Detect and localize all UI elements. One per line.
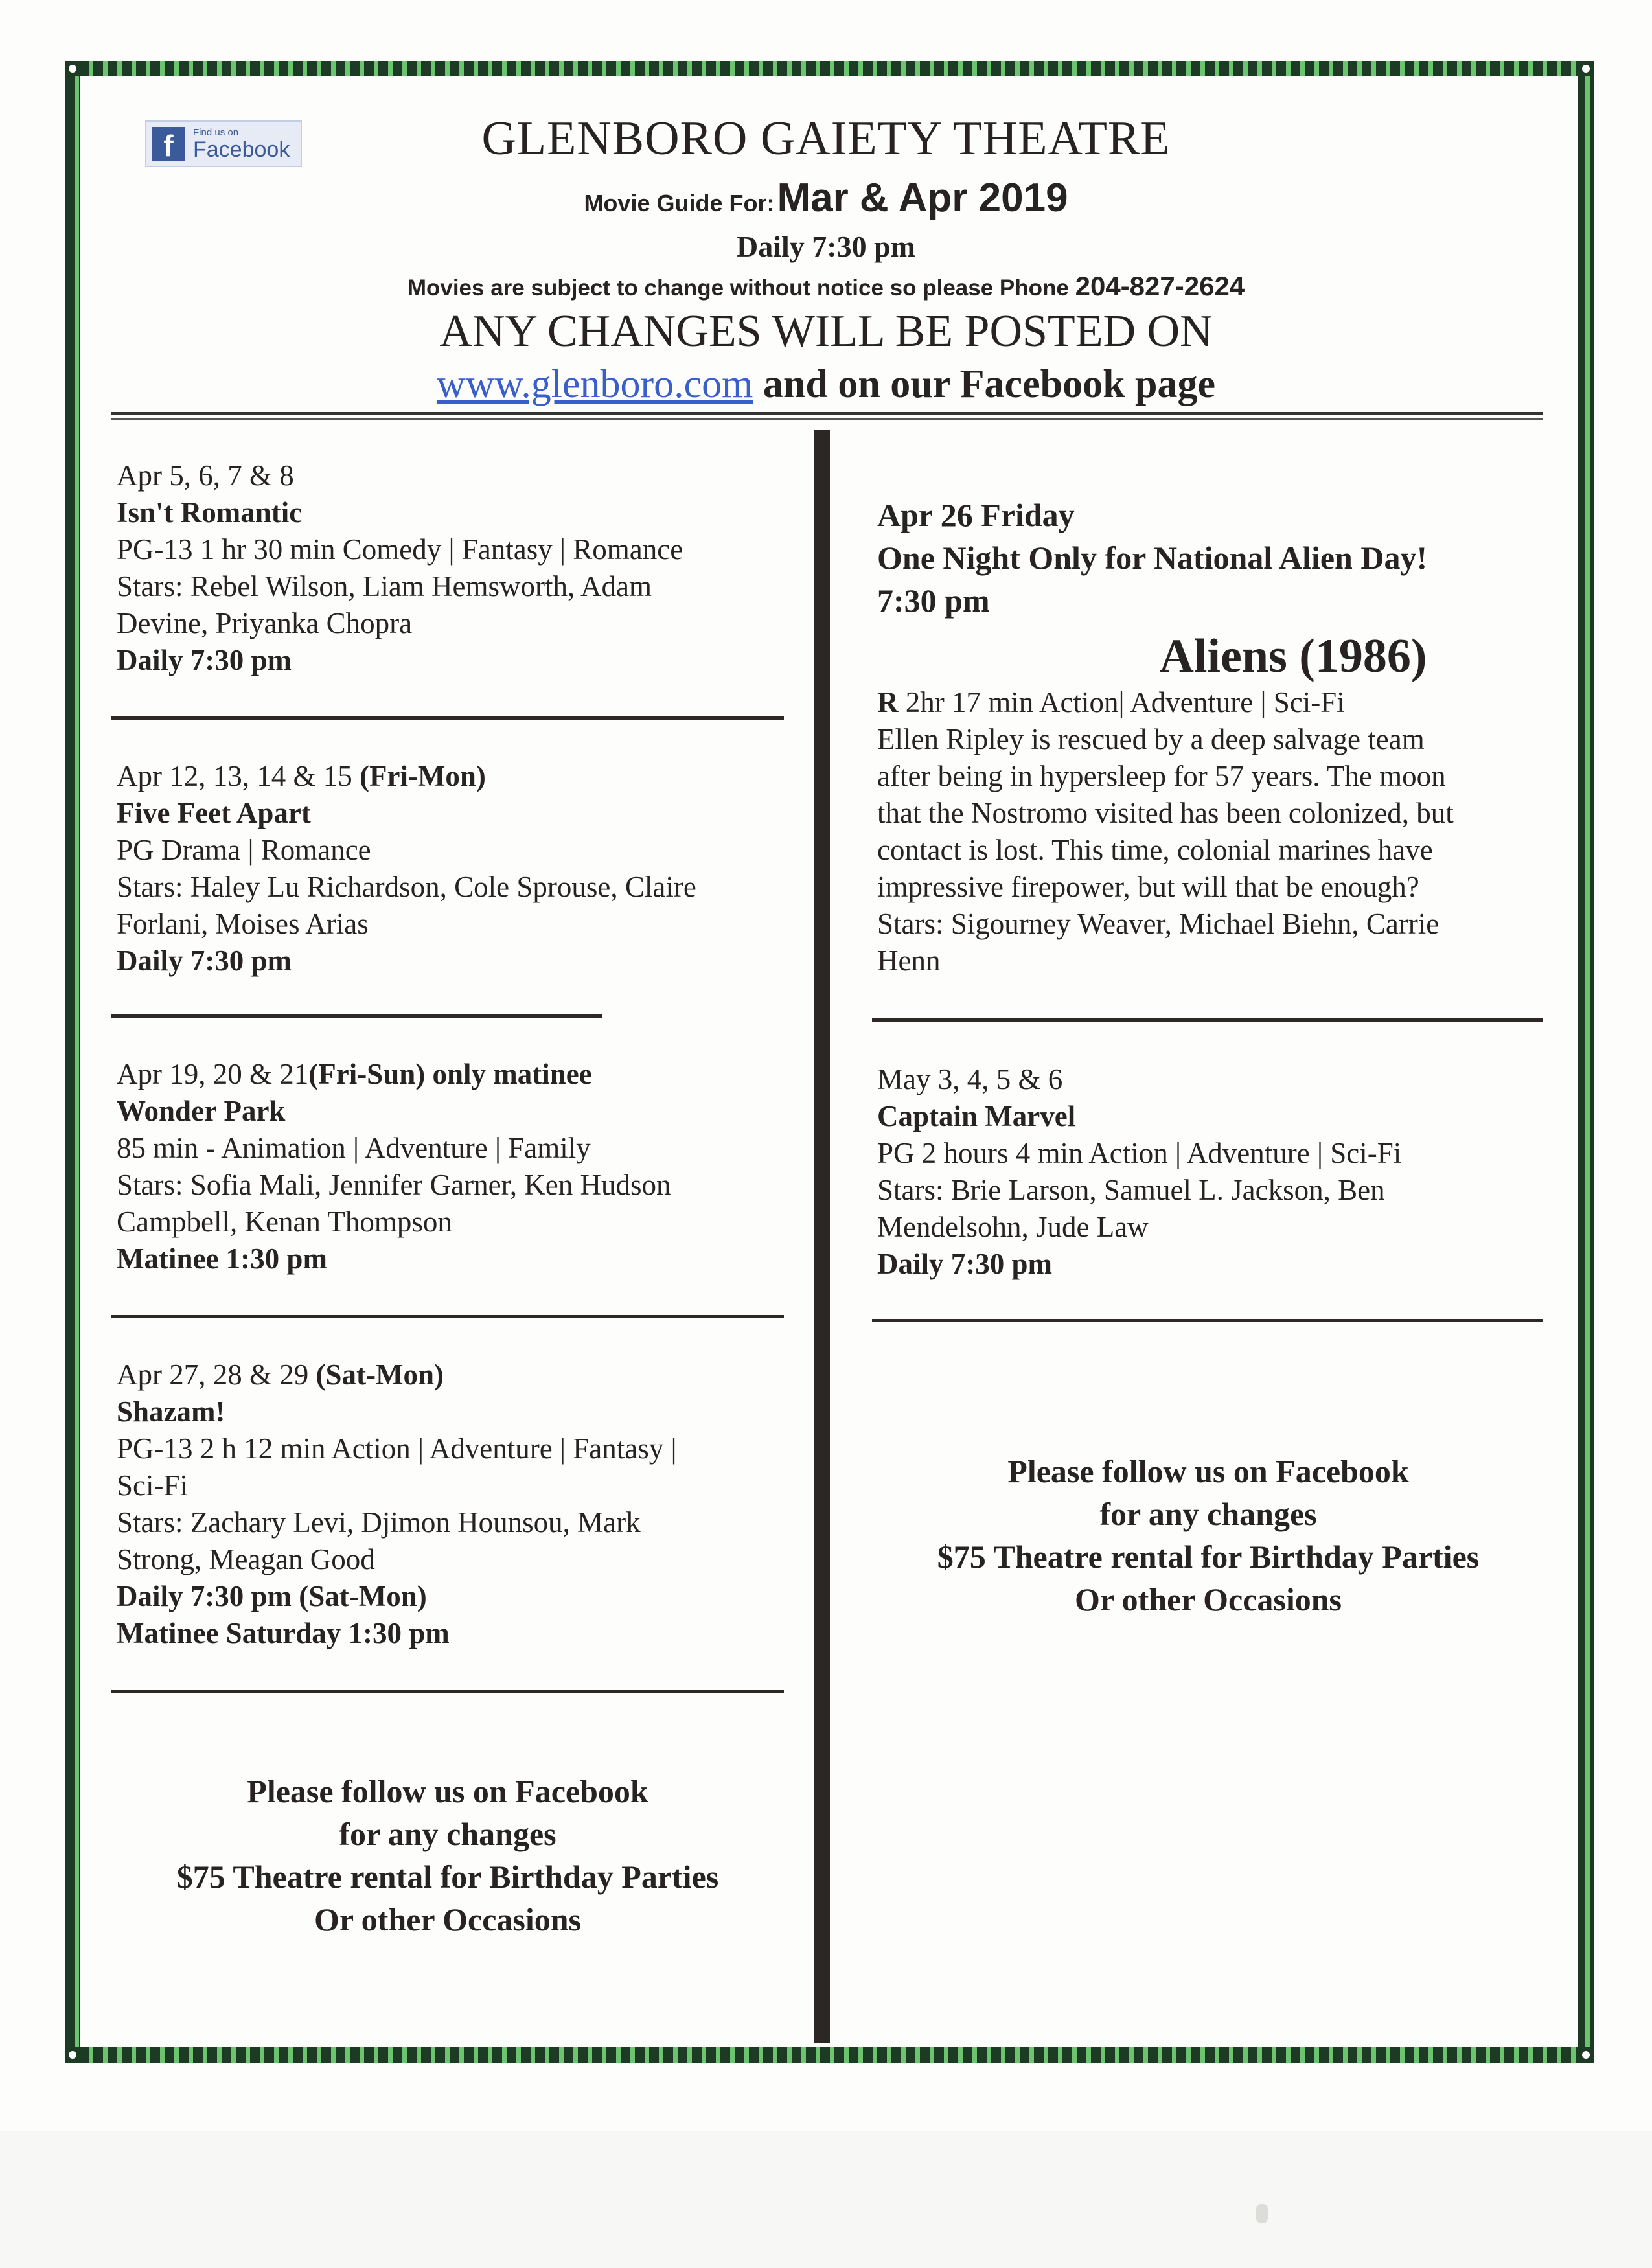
event-date: Apr 26 Friday xyxy=(877,497,1075,533)
movie-dates: Apr 12, 13, 14 & 15 xyxy=(117,760,360,792)
facebook-icon: f xyxy=(152,127,185,161)
movie-guide-line xyxy=(0,175,1652,221)
movie-info: PG-13 2 h 12 min Action | Adventure | Fantasy | xyxy=(117,1432,677,1465)
movie-dates-line xyxy=(117,1056,671,1093)
movie-listing xyxy=(117,758,696,979)
movie-stars: Stars: Sigourney Weaver, Michael Biehn, Carrie xyxy=(877,908,1440,940)
section-divider xyxy=(111,1690,784,1693)
right-footer xyxy=(842,1450,1574,1621)
movie-info: PG Drama | Romance xyxy=(117,834,371,866)
special-event xyxy=(877,494,1427,622)
movie-time: Matinee Saturday 1:30 pm xyxy=(117,1617,450,1649)
movie-stars: Stars: Haley Lu Richardson, Cole Sprouse, Claire xyxy=(117,871,696,903)
movie-title: Isn't Romantic xyxy=(117,496,303,529)
movie-time: Daily 7:30 pm xyxy=(117,644,292,676)
movie-days: (Sat-Mon) xyxy=(315,1358,444,1391)
corner-ornament xyxy=(1578,61,1594,76)
movie-dates-line xyxy=(117,1357,676,1393)
daily-time: Daily 7:30 pm xyxy=(737,230,915,263)
movie-days: (Fri-Mon) xyxy=(360,760,486,792)
facebook-badge-big: Facebook xyxy=(193,137,290,162)
movie-title: Five Feet Apart xyxy=(117,797,311,829)
event-description: that the Nostromo visited has been colonized, but xyxy=(877,797,1454,829)
movie-rating: R xyxy=(877,686,899,718)
event-time: 7:30 pm xyxy=(877,582,990,619)
event-movie-title: Aliens (1986) xyxy=(1159,630,1427,683)
movie-title: Wonder Park xyxy=(117,1095,286,1127)
movie-info: PG-13 1 hr 30 min Comedy | Fantasy | Romance xyxy=(117,533,683,566)
movie-stars: Henn xyxy=(877,945,941,977)
movie-stars: Devine, Priyanka Chopra xyxy=(117,607,413,639)
footer-line: $75 Theatre rental for Birthday Parties xyxy=(176,1859,719,1895)
movie-title: Captain Marvel xyxy=(877,1100,1076,1132)
movie-dates: Apr 27, 28 & 29 xyxy=(117,1358,316,1391)
event-info-line xyxy=(877,684,1454,721)
movie-title: Shazam! xyxy=(117,1395,225,1428)
movie-info: 2hr 17 min Action| Adventure | Sci-Fi xyxy=(898,686,1345,718)
footer-line: Or other Occasions xyxy=(1074,1581,1342,1618)
movie-info: 85 min - Animation | Adventure | Family xyxy=(117,1132,591,1164)
phone-number: 204-827-2624 xyxy=(1075,271,1245,301)
guide-label: Movie Guide For: xyxy=(584,190,775,216)
guide-value: Mar & Apr 2019 xyxy=(777,176,1068,220)
movie-listing xyxy=(877,1061,1401,1283)
footer-line: for any changes xyxy=(1099,1496,1317,1532)
corner-ornament xyxy=(1578,2047,1594,2063)
movie-time: Daily 7:30 pm xyxy=(877,1248,1052,1280)
event-description: after being in hypersleep for 57 years. The moon xyxy=(877,760,1446,792)
event-description: impressive firepower, but will that be enough? xyxy=(877,871,1419,903)
website-line xyxy=(0,361,1652,407)
website-link[interactable]: www.glenboro.com xyxy=(436,362,753,406)
footer-line: Please follow us on Facebook xyxy=(1007,1453,1409,1489)
movie-stars: Stars: Sofia Mali, Jennifer Garner, Ken Hudson xyxy=(117,1169,671,1201)
footer-line: Please follow us on Facebook xyxy=(247,1773,648,1809)
section-divider xyxy=(111,1014,602,1018)
event-details xyxy=(877,684,1454,979)
footer-line: for any changes xyxy=(339,1816,556,1852)
movie-time: Daily 7:30 pm xyxy=(117,945,292,977)
notice-text: Movies are subject to change without notice so please Phone xyxy=(407,275,1075,301)
movie-info: PG 2 hours 4 min Action | Adventure | Sci-Fi xyxy=(877,1137,1402,1169)
movie-stars: Campbell, Kenan Thompson xyxy=(117,1206,452,1238)
movie-stars: Stars: Rebel Wilson, Liam Hemsworth, Adam xyxy=(117,570,652,602)
section-divider xyxy=(872,1018,1543,1022)
movie-dates: Apr 5, 6, 7 & 8 xyxy=(117,459,294,492)
movie-listing xyxy=(117,457,683,679)
movie-stars: Forlani, Moises Arias xyxy=(117,908,369,940)
movie-stars: Stars: Zachary Levi, Djimon Hounsou, Mark xyxy=(117,1506,641,1539)
notice-line xyxy=(0,271,1652,302)
footer-line: $75 Theatre rental for Birthday Parties xyxy=(937,1539,1480,1575)
event-description: contact is lost. This time, colonial marines have xyxy=(877,834,1433,866)
movie-stars: Strong, Meagan Good xyxy=(117,1543,375,1575)
aliens-title-wrap xyxy=(872,627,1652,685)
movie-time: Matinee 1:30 pm xyxy=(117,1243,327,1275)
section-divider xyxy=(111,716,784,720)
section-divider xyxy=(872,1319,1543,1322)
event-headline: One Night Only for National Alien Day! xyxy=(877,540,1428,576)
corner-ornament xyxy=(65,2047,80,2063)
movie-stars: Stars: Brie Larson, Samuel L. Jackson, Ben xyxy=(877,1174,1385,1206)
facebook-badge-small: Find us on xyxy=(193,126,239,138)
corner-ornament xyxy=(65,61,80,76)
movie-dates: May 3, 4, 5 & 6 xyxy=(877,1063,1063,1095)
movie-dates: Apr 19, 20 & 21 xyxy=(117,1058,309,1090)
movie-days: (Fri-Sun) only matinee xyxy=(308,1058,592,1090)
column-divider xyxy=(814,430,830,2043)
website-suffix: and on our Facebook page xyxy=(753,362,1216,406)
movie-time: Daily 7:30 pm (Sat-Mon) xyxy=(117,1580,427,1612)
event-description: Ellen Ripley is rescued by a deep salvage team xyxy=(877,723,1425,755)
movie-dates-line xyxy=(117,758,696,795)
movie-listing xyxy=(117,1056,671,1277)
page-title: GLENBORO GAIETY THEATRE xyxy=(481,112,1171,165)
scan-smudge xyxy=(1256,2204,1268,2223)
header-divider-thin xyxy=(111,418,1543,420)
footer-line: Or other Occasions xyxy=(314,1901,581,1938)
movie-stars: Mendelsohn, Jude Law xyxy=(877,1211,1149,1243)
changes-heading: ANY CHANGES WILL BE POSTED ON xyxy=(439,306,1213,356)
movie-listing xyxy=(117,1357,676,1652)
section-divider xyxy=(111,1315,784,1318)
movie-info: Sci-Fi xyxy=(117,1469,189,1502)
header-divider xyxy=(111,412,1543,415)
left-footer xyxy=(111,1770,784,1941)
